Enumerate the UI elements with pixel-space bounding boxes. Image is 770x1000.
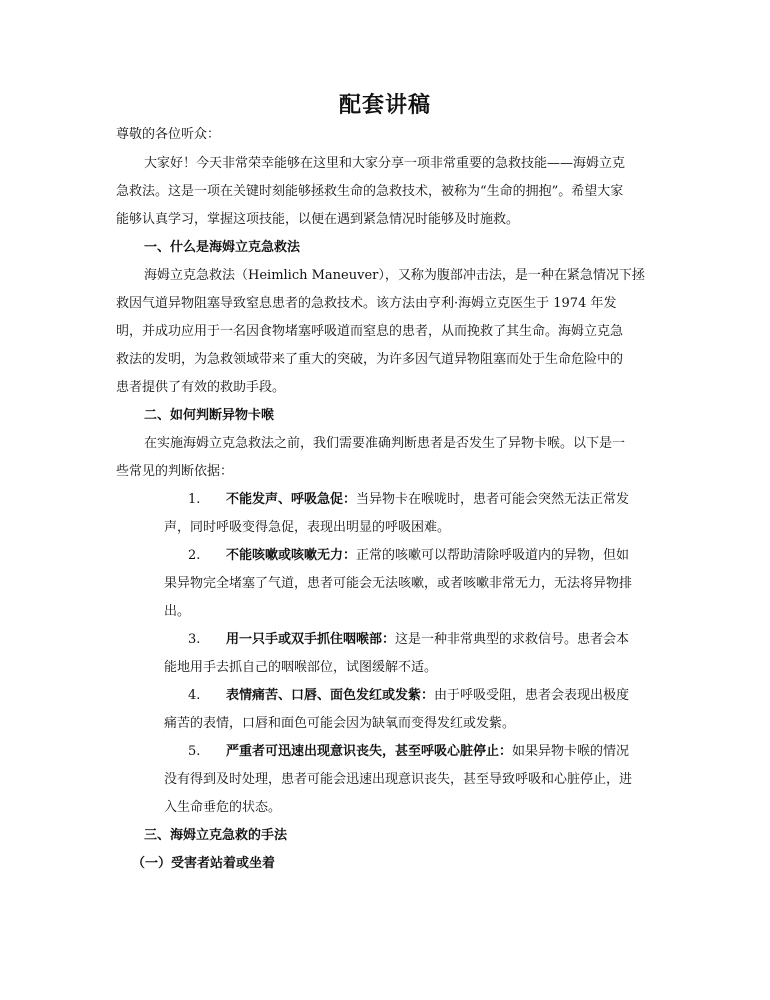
section-subheading: （一）受害者站着或坐着 — [132, 856, 276, 871]
list-item-bold: 严重者可迅速出现意识丧失，甚至呼吸心脏停止： — [226, 744, 513, 759]
intro-line: 大家好！今天非常荣幸能够在这里和大家分享一项非常重要的急救技能——海姆立克 — [144, 156, 626, 171]
paragraph-line: 些常见的判断依据： — [116, 464, 234, 479]
list-item-bold: 用一只手或双手抓住咽喉部： — [226, 632, 396, 647]
list-item-bold: 表情痛苦、口唇、面色发红或发紫： — [226, 688, 435, 703]
intro-line: 急救法。这是一项在关键时刻能够拯救生命的急救技术，被称为“生命的拥抱”。希望大家 — [116, 184, 624, 199]
intro-line: 能够认真学习，掌握这项技能，以便在遇到紧急情况时能够及时施救。 — [116, 212, 520, 227]
list-item-text: 由于呼吸受阻，患者会表现出极度 — [434, 688, 630, 703]
paragraph-line: 海姆立克急救法（Heimlich Maneuver），又称为腹部冲击法，是一种在紧急情况下拯 — [144, 268, 645, 283]
list-item-bold: 不能发声、呼吸急促： — [226, 492, 357, 507]
list-item-cont: 出。 — [164, 604, 191, 619]
list-item-number: 1. — [188, 492, 201, 507]
paragraph-line: 患者提供了有效的救助手段。 — [116, 380, 286, 395]
list-item-cont: 能地用手去抓自己的咽喉部位，试图缓解不适。 — [164, 660, 438, 675]
greeting: 尊敬的各位听众： — [116, 127, 221, 142]
list-item — [226, 631, 629, 649]
list-item-number: 3. — [188, 632, 201, 647]
list-item-bold: 不能咳嗽或咳嗽无力： — [226, 548, 357, 563]
list-item-cont: 果异物完全堵塞了气道，患者可能会无法咳嗽，或者咳嗽非常无力，无法将异物排 — [164, 576, 633, 591]
list-item — [226, 547, 629, 565]
list-item — [226, 491, 629, 509]
list-item-text: 当异物卡在喉咙时，患者可能会突然无法正常发 — [356, 492, 630, 507]
paragraph-line: 救法的发明，为急救领域带来了重大的突破，为许多因气道异物阻塞而处于生命危险中的 — [116, 352, 624, 367]
list-item-cont: 入生命垂危的状态。 — [164, 800, 282, 815]
page-title: 配套讲稿 — [338, 93, 431, 118]
list-item — [226, 743, 629, 761]
list-item-number: 5. — [188, 744, 201, 759]
section-heading: 二、如何判断异物卡喉 — [144, 408, 275, 423]
list-item-cont: 痛苦的表情，口唇和面色可能会因为缺氧而变得发红或发紫。 — [164, 716, 516, 731]
section-heading: 一、什么是海姆立克急救法 — [144, 240, 301, 255]
paragraph-line: 明，并成功应用于一名因食物堵塞呼吸道而窒息的患者，从而挽救了其生命。海姆立克急 — [116, 324, 624, 339]
list-item-text: 如果异物卡喉的情况 — [512, 744, 630, 759]
list-item-text: 这是一种非常典型的求救信号。患者会本 — [395, 632, 630, 647]
list-item — [226, 687, 629, 705]
list-item-number: 2. — [188, 548, 201, 563]
list-item-text: 正常的咳嗽可以帮助清除呼吸道内的异物，但如 — [356, 548, 630, 563]
paragraph-line: 在实施海姆立克急救法之前，我们需要准确判断患者是否发生了异物卡喉。以下是一 — [144, 436, 626, 451]
section-heading: 三、海姆立克急救的手法 — [144, 828, 288, 843]
list-item-cont: 没有得到及时处理，患者可能会迅速出现意识丧失，甚至导致呼吸和心脏停止，进 — [164, 772, 633, 787]
list-item-number: 4. — [188, 688, 201, 703]
list-item-cont: 声，同时呼吸变得急促，表现出明显的呼吸困难。 — [164, 520, 451, 535]
paragraph-line: 救因气道异物阻塞导致窒息患者的急救技术。该方法由亨利·海姆立克医生于 1974 年发 — [116, 296, 617, 311]
